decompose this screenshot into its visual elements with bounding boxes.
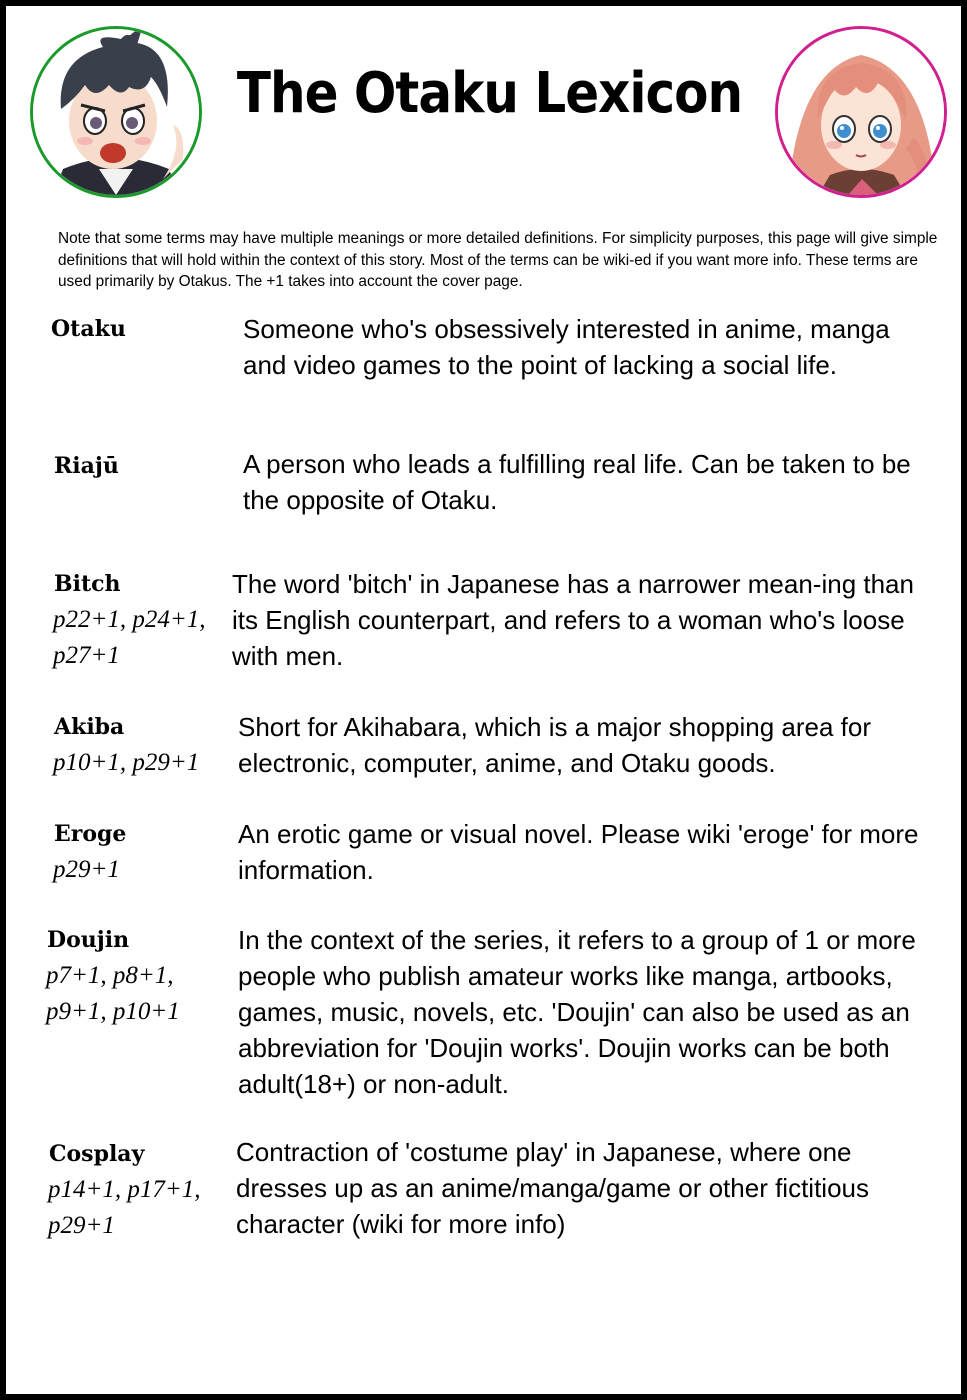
entry-term: Riajū [54, 453, 119, 479]
anime-girl-portrait-icon [778, 29, 944, 195]
entry-term: Doujin [47, 927, 130, 953]
entry-term: Cosplay [49, 1141, 145, 1167]
entry-page-ref: p10+1, p29+1 [53, 749, 200, 776]
boy-avatar [30, 26, 202, 198]
entry-definition: The word 'bitch' in Japanese has a narrower mean-ing than its English counterpart, and refers to a woman who's loose with men. [232, 569, 914, 671]
entry-page-ref: p9+1, p10+1 [46, 998, 180, 1025]
entry-definition: An erotic game or visual novel. Please wiki 'eroge' for more information. [238, 819, 919, 885]
entry-definition: In the context of the series, it refers to a group of 1 or more people who publish amateur works like manga, artbooks, games, music, novels, etc. 'Doujin' can also be used as an abbreviation for 'Doujin works'. Doujin works can be both adult(18+) or non-adult. [238, 925, 916, 1099]
entry-definition: Short for Akihabara, which is a major shopping area for electronic, computer, anime, and Otaku goods. [238, 712, 872, 778]
entry-page-ref: p22+1, p24+1, [53, 606, 206, 633]
entry-term: Eroge [54, 821, 127, 847]
entry-term: Bitch [54, 571, 121, 597]
girl-avatar [775, 26, 947, 198]
entry-page-ref: p7+1, p8+1, [46, 962, 174, 989]
entry-page-ref: p14+1, p17+1, [48, 1176, 201, 1203]
entry-definition: A person who leads a fulfilling real life. Can be taken to be the opposite of Otaku. [243, 449, 911, 515]
intro-note: Note that some terms may have multiple meanings or more detailed definitions. For simplicity purposes, this page will give simple definitions that will hold within the context of this story. Most of the terms can be wiki-ed if you want more info. These terms are used primarily by Otakus. The +1 takes into account the cover page. [58, 230, 938, 290]
entry-definition: Contraction of 'costume play' in Japanese, where one dresses up as an anime/manga/game or other fictitious character (wiki for more info) [236, 1137, 870, 1239]
entry-definition: Someone who's obsessively interested in anime, manga and video games to the point of lacking a social life. [243, 314, 890, 380]
entry-term: Akiba [54, 714, 125, 740]
anime-boy-portrait-icon [33, 29, 199, 195]
entry-page-ref: p29+1 [48, 1212, 115, 1239]
page-title: The Otaku Lexicon [236, 60, 743, 126]
entry-term: Otaku [51, 316, 126, 342]
entry-page-ref: p27+1 [53, 642, 120, 669]
entry-page-ref: p29+1 [53, 856, 120, 883]
